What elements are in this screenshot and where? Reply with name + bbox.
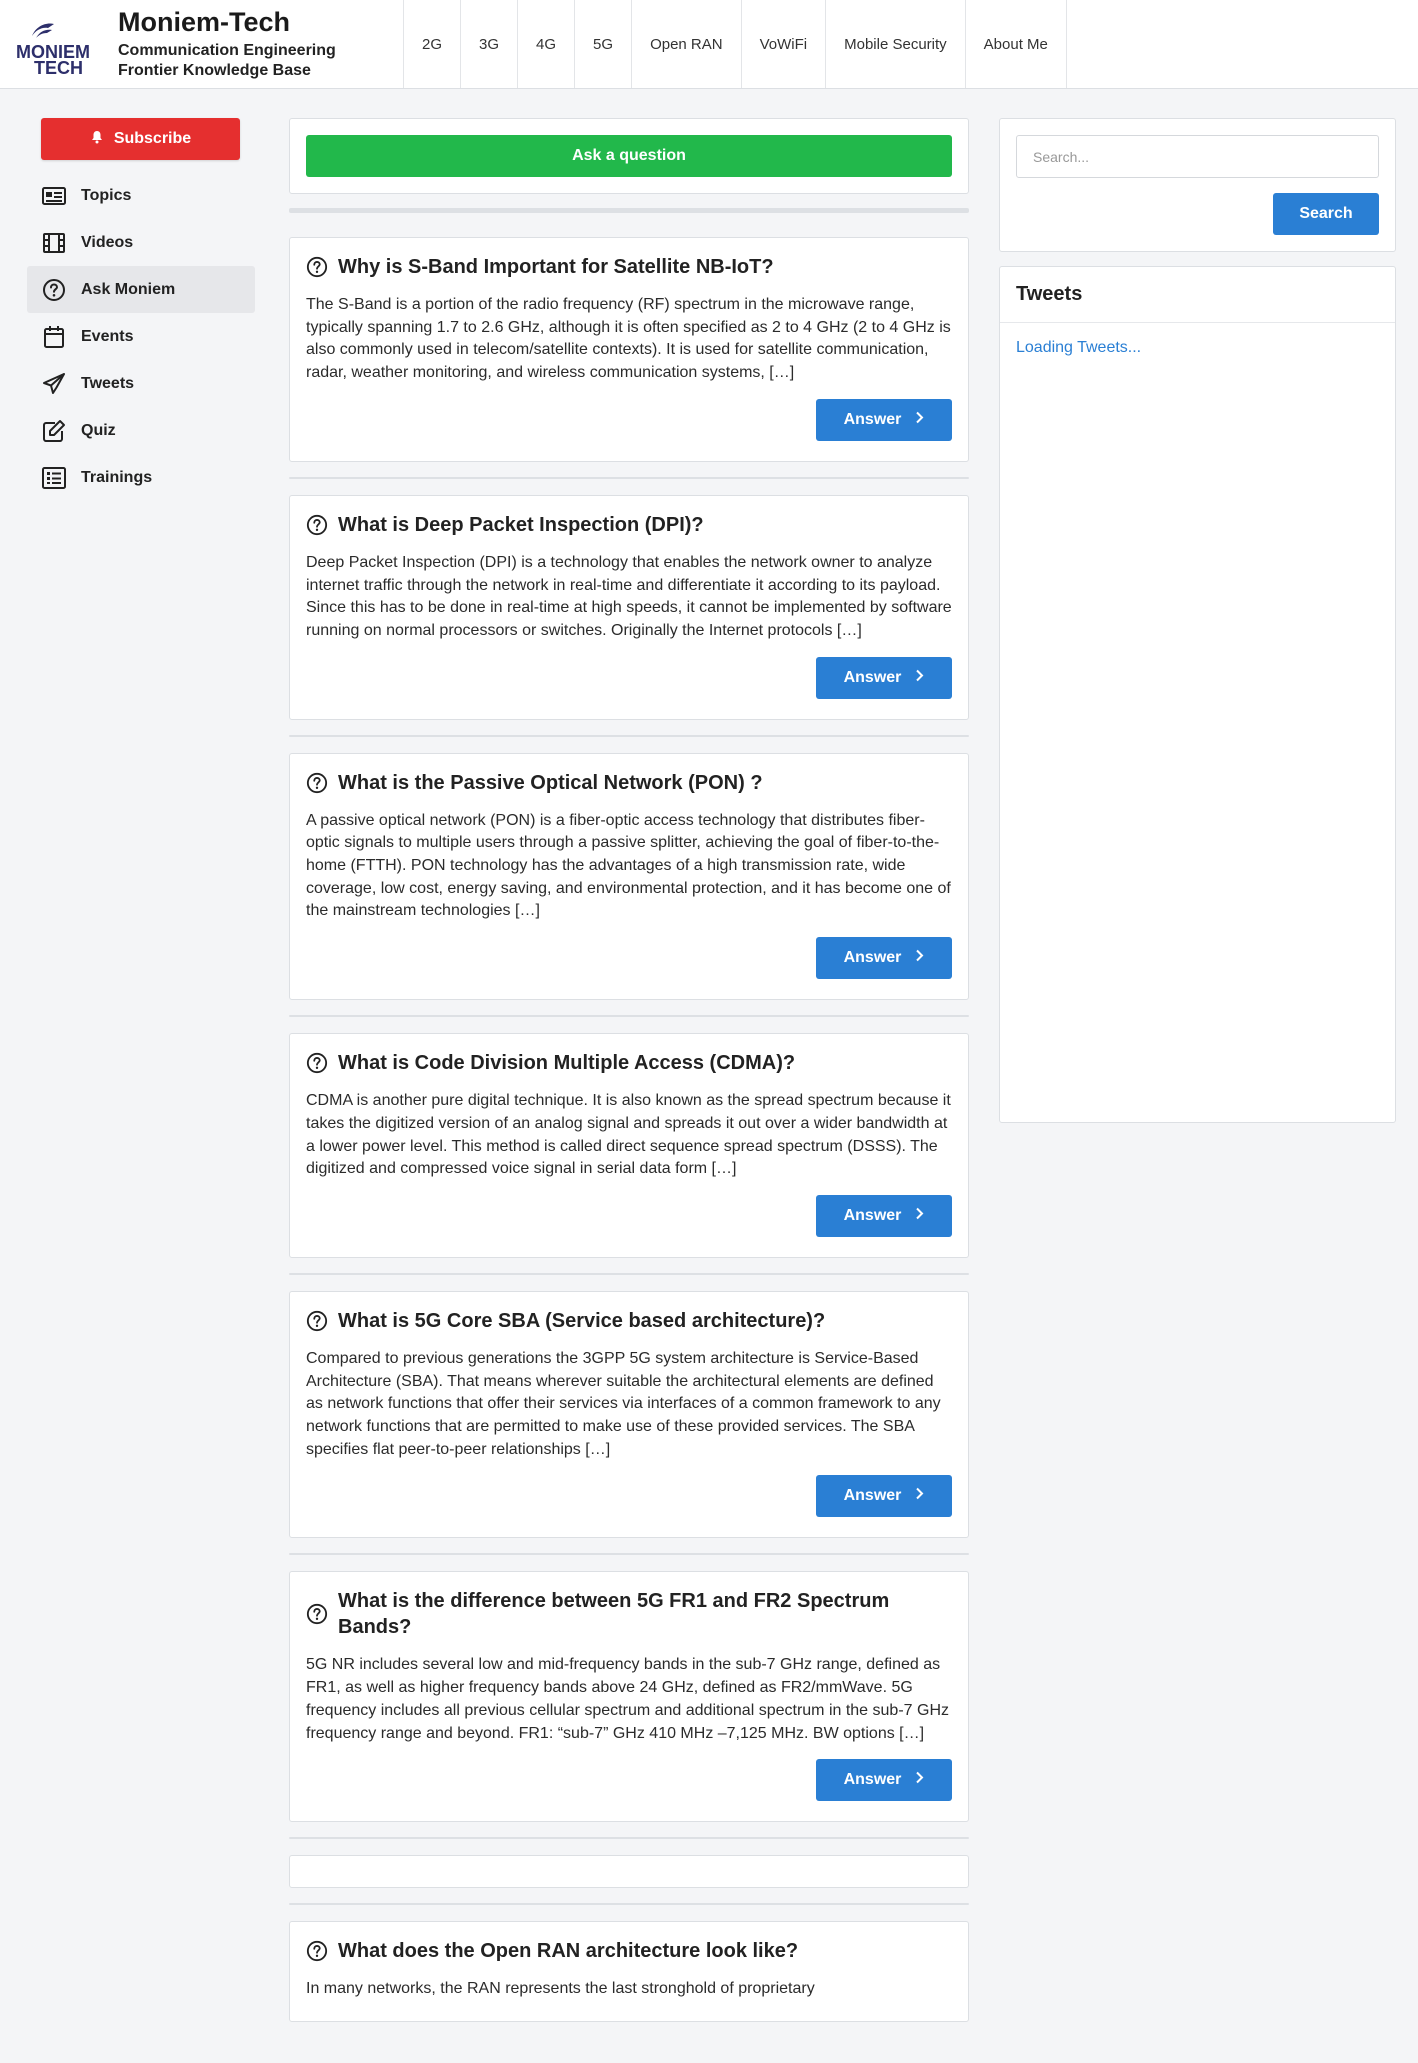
question-title[interactable] <box>306 1938 952 1964</box>
tweets-heading: Tweets <box>1000 267 1395 323</box>
empty-card <box>289 1855 969 1888</box>
question-card <box>289 1291 969 1539</box>
question-excerpt: Deep Packet Inspection (DPI) is a technology that enables the network owner to analyze internet traffic through the network in real-time and differentiate it according to its payload. Since this has to be done in real-time at high speeds, it cannot be implemented by software running on normal processors or switches. Originally the Internet protocols […] <box>306 553 952 639</box>
answer-label: Answer <box>843 1771 902 1789</box>
answer-button[interactable] <box>816 1759 952 1801</box>
question-excerpt: The S-Band is a portion of the radio frequency (RF) spectrum in the microwave range, typically spanning 1.7 to 2.6 GHz, although it is often specified as 2 to 4 GHz (2 to 4 GHz is also commonly used in telecom/satellite contexts). It is used for satellite communication, radar, weather monitoring, and wireless communication systems, […] <box>306 296 951 382</box>
sidebar-item-label: Trainings <box>81 468 153 486</box>
question-card <box>289 1921 969 2022</box>
question-circle-icon <box>306 772 328 794</box>
logo[interactable] <box>14 14 102 74</box>
question-circle-icon <box>306 1310 328 1332</box>
question-title[interactable] <box>306 1588 952 1640</box>
question-circle-icon <box>306 1940 328 1962</box>
question-title-text: What is the difference between 5G FR1 and FR2 Spectrum Bands? <box>338 1590 890 1639</box>
paper-plane-icon <box>41 371 67 397</box>
question-feed <box>289 118 969 2022</box>
tweets-widget <box>999 266 1396 1123</box>
question-title-text: What is 5G Core SBA (Service based architecture)? <box>338 1309 826 1332</box>
chevron-right-icon <box>915 1771 924 1789</box>
question-excerpt: A passive optical network (PON) is a fiber-optic access technology that distributes fiber-optic signals to multiple users through a passive splitter, achieving the goal of fiber-to-the-home (FTTH). PON technology has the advantages of a high transmission rate, wide coverage, low cost, energy saving, and environmental protection, and it has become one of the mainstream technologies […] <box>306 811 951 920</box>
answer-label: Answer <box>843 949 902 967</box>
search-widget <box>999 118 1396 252</box>
question-title-text: Why is S-Band Important for Satellite NB-IoT? <box>338 256 774 278</box>
sidebar-item-quiz[interactable] <box>27 407 255 454</box>
sidebar-item-label: Topics <box>81 186 132 204</box>
brand[interactable] <box>0 0 404 88</box>
nav-item-2g[interactable]: 2G <box>404 0 461 88</box>
sidebar-item-events[interactable] <box>27 313 255 360</box>
search-input[interactable]: Search... <box>1016 135 1379 178</box>
nav-item-mobile-security[interactable]: Mobile Security <box>826 0 966 88</box>
ask-question-button[interactable]: Ask a question <box>306 135 952 177</box>
question-card <box>289 1033 969 1258</box>
edit-icon <box>41 418 67 444</box>
question-title-text: What is Deep Packet Inspection (DPI)? <box>338 513 704 536</box>
site-title[interactable]: Moniem-Tech <box>118 7 291 37</box>
chevron-right-icon <box>915 669 924 687</box>
question-circle-icon <box>306 514 328 536</box>
bell-icon <box>90 130 104 149</box>
question-circle-icon <box>41 277 67 303</box>
chevron-right-icon <box>915 949 924 967</box>
question-excerpt: Compared to previous generations the 3GPP 5G system architecture is Service-Based Architecture (SBA). That means wherever suitable the architectural elements are defined as network functions that offer their services via interfaces of a common framework to any network functions that are permitted to make use of these provided services. The SBA specifies flat peer-to-peer relationships […] <box>306 1349 941 1458</box>
list-icon <box>41 465 67 491</box>
question-card <box>289 1571 969 1822</box>
chevron-right-icon <box>915 1207 924 1225</box>
question-excerpt: In many networks, the RAN represents the last stronghold of proprietary <box>306 1980 815 1998</box>
divider <box>289 1903 969 1905</box>
nav-item-vowifi[interactable]: VoWiFi <box>742 0 827 88</box>
divider <box>289 1273 969 1275</box>
answer-button[interactable] <box>816 399 952 441</box>
nav-item-about-me[interactable]: About Me <box>966 0 1067 88</box>
site-subtitle: Communication Engineering Frontier Knowledge Base <box>118 42 336 79</box>
ask-card <box>289 118 969 194</box>
question-circle-icon <box>306 1052 328 1074</box>
answer-label: Answer <box>843 1206 902 1224</box>
sidebar-item-topics[interactable] <box>27 172 255 219</box>
chevron-right-icon <box>915 411 924 429</box>
logo-text-bottom: TECH <box>34 58 83 74</box>
sidebar-item-videos[interactable] <box>27 219 255 266</box>
subscribe-label: Subscribe <box>113 130 192 147</box>
divider <box>289 1015 969 1017</box>
question-circle-icon <box>306 1603 328 1625</box>
question-title[interactable] <box>306 1308 952 1334</box>
sidebar-item-label: Ask Moniem <box>81 280 176 298</box>
divider <box>289 1837 969 1839</box>
question-title[interactable] <box>306 254 952 280</box>
sidebar-item-label: Tweets <box>81 374 135 392</box>
question-title[interactable] <box>306 1050 952 1076</box>
question-title-text: What is the Passive Optical Network (PON) ? <box>338 771 763 794</box>
question-circle-icon <box>306 256 328 278</box>
question-title[interactable] <box>306 770 952 796</box>
subscribe-button[interactable] <box>41 118 240 160</box>
question-card <box>289 495 969 720</box>
question-excerpt: 5G NR includes several low and mid-frequency bands in the sub-7 GHz range, defined as FR1, as well as higher frequency bands above 24 GHz, defined as FR2/mmWave. 5G frequency includes all previous cellular spectrum and additional spectrum in the sub-7 GHz frequency range and beyond. FR1: “sub-7” GHz 410 MHz –7,125 MHz. BW options […] <box>306 1656 949 1742</box>
search-button[interactable]: Search <box>1273 193 1379 235</box>
sidebar-item-tweets[interactable] <box>27 360 255 407</box>
sidebar-item-label: Videos <box>81 233 134 251</box>
answer-button[interactable] <box>816 1475 952 1517</box>
answer-button[interactable] <box>816 937 952 979</box>
sidebar-item-label: Events <box>81 327 134 345</box>
divider <box>289 208 969 213</box>
divider <box>289 1553 969 1555</box>
left-sidebar <box>27 118 255 501</box>
tweets-loading[interactable]: Loading Tweets... <box>1016 339 1142 356</box>
main-nav <box>404 0 1067 88</box>
divider <box>289 477 969 479</box>
question-excerpt: CDMA is another pure digital technique. It is also known as the spread spectrum because it takes the digitized version of an analog signal and spreads it out over a wider bandwidth at a lower power level. This method is called direct sequence spread spectrum (DSSS). The digitized and compressed voice signal in serial data form […] <box>306 1092 951 1178</box>
answer-button[interactable] <box>816 1195 952 1237</box>
logo-text-top: MONIEM <box>16 42 90 62</box>
calendar-icon <box>41 324 67 350</box>
site-header <box>0 0 1418 89</box>
film-icon <box>41 230 67 256</box>
answer-button[interactable] <box>816 657 952 699</box>
sidebar-item-trainings[interactable] <box>27 454 255 501</box>
answer-label: Answer <box>843 668 902 686</box>
answer-label: Answer <box>843 410 902 428</box>
newspaper-icon <box>41 183 67 209</box>
question-title-text: What is Code Division Multiple Access (CDMA)? <box>338 1052 796 1075</box>
question-card <box>289 753 969 1001</box>
nav-item-4g[interactable]: 4G <box>518 0 575 88</box>
nav-item-3g[interactable]: 3G <box>461 0 518 88</box>
question-card <box>289 237 969 462</box>
answer-label: Answer <box>843 1487 902 1505</box>
question-title[interactable] <box>306 512 952 538</box>
nav-item-5g[interactable]: 5G <box>575 0 632 88</box>
question-title-text: What does the Open RAN architecture look like? <box>338 1940 799 1963</box>
divider <box>289 735 969 737</box>
sidebar-item-label: Quiz <box>81 421 116 439</box>
right-sidebar <box>999 118 1396 1123</box>
nav-item-open-ran[interactable]: Open RAN <box>632 0 742 88</box>
sidebar-item-ask-moniem[interactable] <box>27 266 255 313</box>
chevron-right-icon <box>915 1487 924 1505</box>
